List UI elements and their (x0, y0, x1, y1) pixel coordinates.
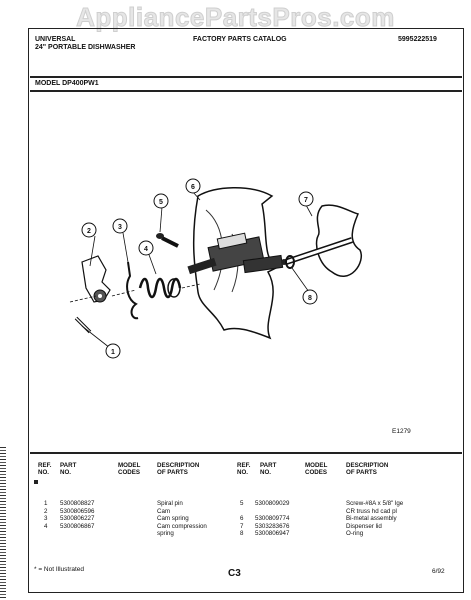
header-part-right: PART NO. (260, 462, 277, 476)
header-model-left: MODEL CODES (118, 462, 141, 476)
table-row: 7 5303283676 Dispenser lid (240, 522, 382, 530)
table-row: CR truss hd cad pl (346, 507, 397, 515)
table-row: spring (157, 530, 174, 538)
header-desc-right: DESCRIPTION OF PARTS (346, 462, 389, 476)
callout-4: 4 (144, 246, 148, 253)
screw (156, 233, 178, 246)
catalog-number: 5995222519 (398, 36, 437, 43)
table-row: 1 5300808827 Spiral pin (44, 500, 183, 507)
callout-2: 2 (87, 228, 91, 235)
header-model-right: MODEL CODES (305, 462, 328, 476)
page-number: C3 (228, 568, 241, 579)
cam-spring (127, 262, 138, 318)
catalog-title: FACTORY PARTS CATALOG (193, 36, 287, 43)
table-row: 8 5300806947 O-ring (240, 530, 364, 538)
table-rule (30, 452, 462, 454)
cam-compression-spring (140, 279, 180, 297)
header-ref-left: REF. NO. (38, 462, 52, 476)
cam (82, 256, 110, 302)
callout-1: 1 (111, 349, 115, 356)
scan-edge-marks (0, 445, 6, 600)
footnote: * = Not Illustrated (34, 566, 85, 573)
table-row: 5 5300809029 Screw-#8A x 5/8" lge (240, 500, 404, 507)
bimetal-housing (187, 188, 287, 338)
table-row: 6 5300809774 Bi-metal assembly (240, 515, 397, 523)
header-part-left: PART NO. (60, 462, 77, 476)
table-row: 2 5300806596 Cam (44, 507, 171, 515)
dispenser-lid (286, 205, 361, 276)
header-ref-right: REF. NO. (237, 462, 251, 476)
parts-table-left (44, 500, 207, 538)
header-desc-left: DESCRIPTION OF PARTS (157, 462, 200, 476)
callout-5: 5 (159, 199, 163, 206)
table-row: 4 5300806867 Cam compression (44, 522, 207, 530)
callout-3: 3 (118, 224, 122, 231)
brand-name: UNIVERSAL (35, 36, 76, 43)
table-divider-dot-left (34, 480, 38, 484)
callout-7: 7 (304, 197, 308, 204)
model-label: MODEL DP400PW1 (35, 80, 99, 87)
parts-table-right (240, 500, 403, 538)
callout-8: 8 (308, 295, 312, 302)
spiral-pin (76, 318, 90, 332)
figure-id: E1279 (392, 428, 411, 435)
product-name: 24" PORTABLE DISHWASHER (35, 44, 136, 51)
table-row: 3 5300806227 Cam spring (44, 515, 189, 523)
watermark: AppliancePartsPros.com (76, 2, 395, 32)
callout-6: 6 (191, 184, 195, 191)
revision-date: 6/92 (432, 568, 445, 575)
